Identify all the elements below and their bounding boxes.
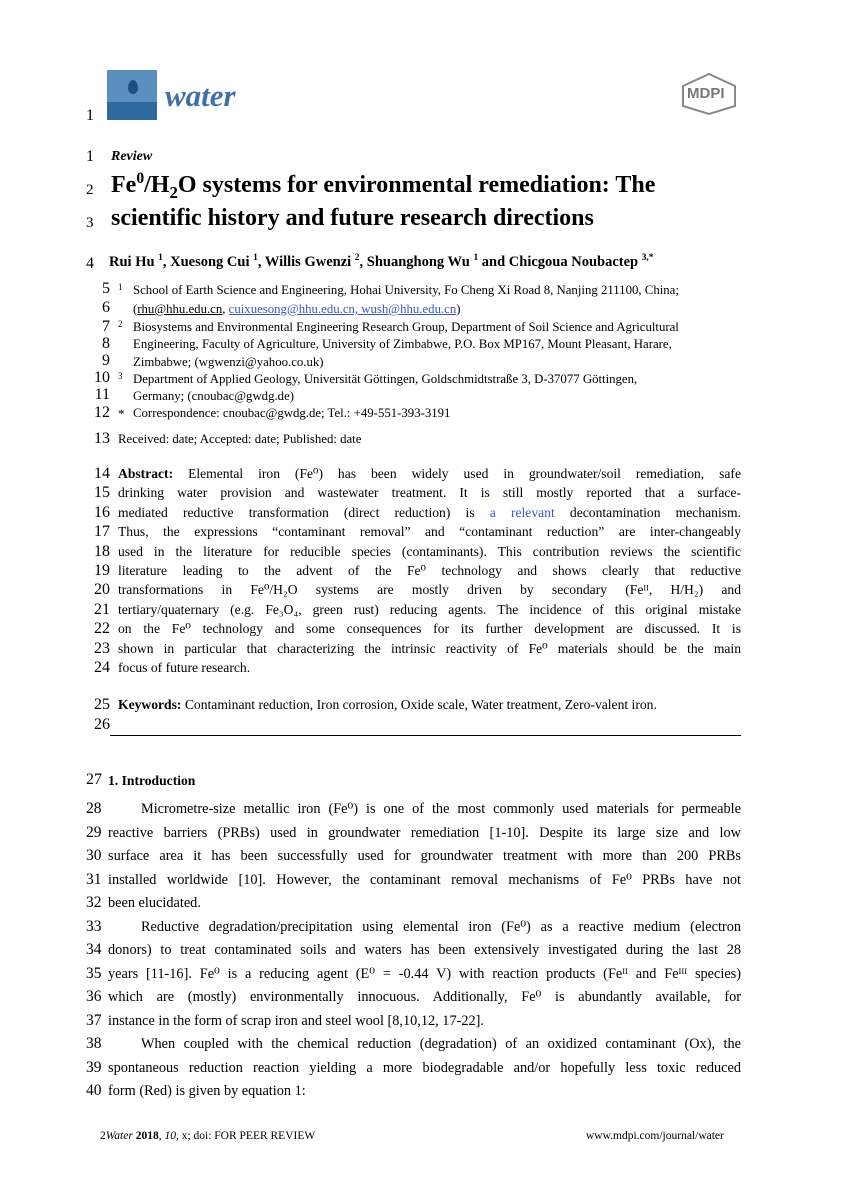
abstract-text: focus of future research. (118, 660, 251, 675)
abstract-label: Abstract: (118, 466, 174, 481)
line-number: 36 (86, 988, 102, 1005)
line-number: 2 (86, 182, 94, 198)
abstract-text: literature leading to the advent of the Fe⁰ technology and shows clearly that reductive (118, 563, 741, 578)
line-number: 14 (94, 465, 110, 482)
abstract-text: drinking water provision and wastewater treatment. It is still mostly reported that a surface- (118, 485, 741, 500)
dates-text: Received: date; Accepted: date; Published: date (118, 432, 362, 446)
journal-name: Water (105, 1130, 133, 1142)
author-name: Xuesong Cui (170, 254, 250, 270)
affiliation-mark: 1 (253, 253, 258, 264)
line-number: 12 (94, 404, 110, 421)
line-number: 35 (86, 965, 102, 982)
line-number: 19 (94, 562, 110, 579)
keywords-text: Contaminant reduction, Iron corrosion, Oxide scale, Water treatment, Zero-valent iron. (184, 697, 657, 712)
abstract-line (118, 563, 741, 579)
body-line: years [11-16]. Fe⁰ is a reducing agent (E⁰ = -0.44 V) with reaction products (Feᴵᴵ and Feᴵᴵᴵ species) (108, 966, 741, 982)
doi-text: , x; doi: FOR PEER REVIEW (175, 1130, 316, 1142)
separator-rule (110, 735, 741, 736)
abstract-text: transformations in Fe⁰/H₂O systems are mostly driven by secondary (Feᴵᴵ, H/H₂) and (118, 582, 741, 597)
abstract-line (118, 485, 741, 501)
line-number: 9 (102, 352, 110, 369)
body-line: which are (mostly) environmentally innocuous. Additionally, Fe⁰ is abundantly available, for (108, 989, 741, 1005)
abstract-text: decontamination mechanism. (569, 505, 741, 520)
title-sub: 2 (169, 182, 178, 202)
abstract-line (118, 466, 741, 482)
line-number: 20 (94, 581, 110, 598)
abstract-text: shown in particular that characterizing the intrinsic reactivity of Fe⁰ materials should be the main (118, 641, 741, 656)
line-number: 16 (94, 504, 110, 521)
affiliation-mark: 1 (158, 253, 163, 264)
volume: 10 (164, 1130, 176, 1142)
line-number: 23 (94, 640, 110, 657)
affiliation-mark: 1 (118, 282, 123, 292)
title-part: O systems for environmental remediation: The (177, 172, 656, 198)
abstract-text: on the Fe⁰ technology and some consequences for its further development are discussed. It is (118, 621, 741, 636)
line-number: 22 (94, 620, 110, 637)
article-type: Review (111, 149, 153, 164)
email-link[interactable]: cuixuesong@hhu.edu.cn, wush@hhu.edu.cn (228, 302, 457, 316)
body-line: instance in the form of scrap iron and steel wool [8,10,12, 17-22]. (108, 1013, 484, 1029)
line-number: 25 (94, 696, 110, 713)
wave-icon (107, 102, 157, 120)
body-line: donors) to treat contaminated soils and waters has been extensively investigated during the last 28 (108, 942, 741, 958)
abstract-text: mediated reductive transformation (direct reduction) is (118, 505, 475, 520)
title-part: /H (144, 172, 170, 198)
line-number: 30 (86, 847, 102, 864)
affiliation-mark: 3,* (641, 253, 654, 264)
body-line: been elucidated. (108, 895, 201, 911)
body-line: form (Red) is given by equation 1: (108, 1083, 306, 1099)
affiliation-mark: 1 (473, 253, 479, 264)
email-link[interactable]: rhu@hhu.edu.cn (137, 302, 223, 316)
affiliation-mark: 2 (354, 253, 360, 264)
affiliation-mark: 2 (118, 319, 123, 329)
line-number: 34 (86, 941, 102, 958)
correspondence-mark: * (118, 406, 125, 421)
author-name: Chicgoua Noubactep (508, 254, 639, 270)
line-number: 11 (94, 386, 110, 403)
abstract-text: Thus, the expressions “contaminant removal” and “contaminant reduction” are inter-changeably (118, 524, 741, 539)
line-number: 17 (94, 523, 110, 540)
affiliation-text: Biosystems and Environmental Engineering Research Group, Department of Soil Science and Agricultural (133, 320, 679, 334)
line-number: 29 (86, 824, 102, 841)
line-number: 24 (94, 659, 110, 676)
publisher-logo (680, 72, 738, 116)
keywords-label: Keywords: (118, 697, 182, 712)
body-line: spontaneous reduction reaction yielding a more biodegradable and/or hopefully less toxic reduced (108, 1060, 741, 1076)
year: 2018 (135, 1130, 159, 1142)
line-number: 18 (94, 543, 110, 560)
line-number: 3 (86, 215, 94, 231)
affiliation-text: Zimbabwe; (wgwenzi@yahoo.co.uk) (133, 355, 324, 369)
affiliation-mark: 3 (118, 371, 123, 381)
abstract-text: Elemental iron (Fe⁰) has been widely used in groundwater/soil remediation, safe (188, 466, 741, 481)
line-number: 8 (102, 335, 110, 352)
line-number: 10 (94, 369, 110, 386)
line-number: 28 (86, 800, 102, 817)
affiliation-text: School of Earth Science and Engineering, Hohai University, Fo Cheng Xi Road 8, Nanjing 211100, China; (133, 283, 679, 297)
journal-logo (107, 70, 157, 120)
footer-citation: 2Water 2018, 10, x; doi: FOR PEER REVIEW (100, 1130, 316, 1142)
abstract-line (118, 524, 741, 540)
line-number: 7 (102, 318, 110, 335)
title-line-2: scientific history and future research directions (111, 205, 594, 231)
author-name: Shuanghong Wu (366, 254, 470, 270)
line-number: 40 (86, 1082, 102, 1099)
line-number: 32 (86, 894, 102, 911)
body-line: When coupled with the chemical reduction (degradation) of an oxidized contaminant (Ox), the (141, 1036, 741, 1052)
abstract-line (118, 621, 741, 637)
abstract-text: used in the literature for reducible species (contaminants). This contribution reviews the scientific (118, 544, 741, 559)
line-number: 26 (94, 716, 110, 733)
title-part: Fe (111, 172, 137, 198)
body-line: installed worldwide [10]. However, the contaminant removal mechanisms of Fe⁰ PRBs have not (108, 872, 741, 888)
title-sup: 0 (136, 170, 145, 187)
body-line: reactive barriers (PRBs) used in groundwater remediation [1-10]. Despite its large size and low (108, 825, 741, 841)
line-number: 31 (86, 871, 102, 888)
abstract-line (118, 544, 741, 560)
line-number: 21 (94, 601, 110, 618)
affiliation-text: Engineering, Faculty of Agriculture, University of Zimbabwe, P.O. Box MP167, Mount Pleasant, Harare, (133, 337, 672, 351)
line-number: 4 (86, 255, 94, 272)
abstract-line (118, 660, 741, 676)
body-line: Micrometre-size metallic iron (Fe⁰) is one of the most commonly used materials for permeable (141, 801, 741, 817)
water-drop-icon (128, 80, 138, 94)
line-number: 1 (86, 148, 94, 165)
abstract-line (118, 602, 741, 618)
line-number: 39 (86, 1059, 102, 1076)
line-number: 5 (102, 280, 110, 297)
line-number: 38 (86, 1035, 102, 1052)
body-line: surface area it has been successfully used for groundwater treatment with more than 200 PRBs (108, 848, 741, 864)
line-number: 27 (86, 771, 102, 788)
author-name: Willis Gwenzi (264, 254, 352, 270)
correspondence-text: Correspondence: cnoubac@gwdg.de; Tel.: +49-551-393-3191 (133, 406, 451, 420)
line-number: 15 (94, 484, 110, 501)
affiliation-text: Department of Applied Geology, Universität Göttingen, Goldschmidtstraße 3, D-37077 Göttingen, (133, 372, 638, 386)
affiliation-text: Germany; (cnoubac@gwdg.de) (133, 389, 295, 403)
keywords (118, 697, 657, 713)
body-line: Reductive degradation/precipitation using elemental iron (Fe⁰) as a reactive medium (electron (141, 919, 741, 935)
line-number: 1 (86, 107, 94, 124)
footer-url[interactable]: www.mdpi.com/journal/water (586, 1130, 724, 1142)
abstract-line (118, 582, 741, 598)
publisher-name: MDPI (687, 85, 725, 102)
highlighted-text: a relevant (489, 505, 555, 520)
author-name: Rui Hu (109, 254, 155, 270)
abstract-text: tertiary/quaternary (e.g. Fe₃O₄, green rust) reducing agents. The incidence of this original mistake (118, 602, 741, 617)
line-number: 6 (102, 299, 110, 316)
affiliation-emails: (rhu@hhu.edu.cn, cuixuesong@hhu.edu.cn, wush@hhu.edu.cn) (133, 302, 461, 316)
line-number: 13 (94, 430, 110, 447)
line-number: 2 (100, 1130, 106, 1142)
title-line-1 (111, 170, 656, 202)
author-list: Rui Hu $^1$, Xuesong Cui $^1$, Willis Gwenzi $^2$, Shuanghong Wu $^1$ and Chicgoua Noubactep $^{3,*}$ (109, 253, 654, 270)
section-heading: 1. Introduction (108, 773, 196, 788)
journal-name: water (165, 78, 236, 113)
line-number: 37 (86, 1012, 102, 1029)
abstract-line (118, 641, 741, 657)
line-number: 33 (86, 918, 102, 935)
abstract-line (118, 505, 741, 521)
